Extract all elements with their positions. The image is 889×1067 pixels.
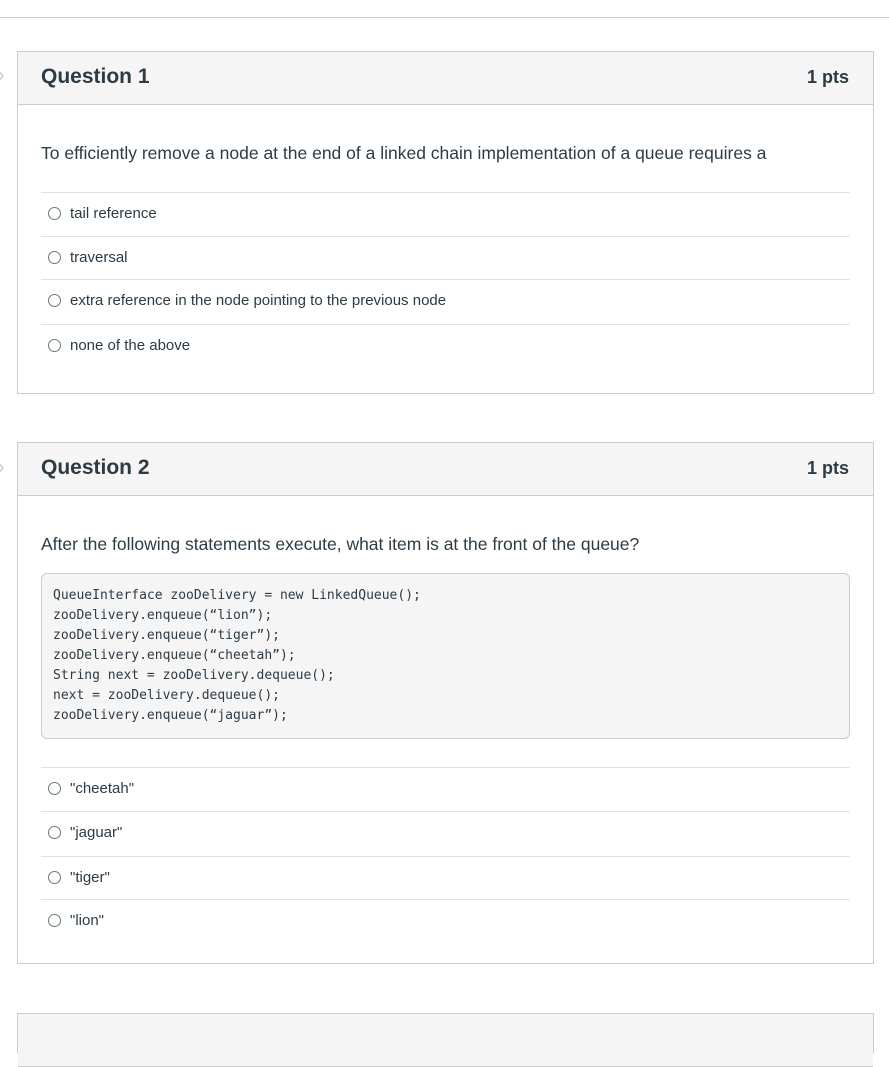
answer-option[interactable] <box>41 236 850 279</box>
answer-label: tail reference <box>70 205 157 222</box>
question-title: Question 2 <box>41 456 150 479</box>
answer-option[interactable] <box>41 856 850 899</box>
answer-label: "cheetah" <box>70 780 135 797</box>
radio-button[interactable] <box>48 294 61 307</box>
question-header <box>18 443 873 496</box>
top-divider <box>0 17 889 18</box>
code-line: zooDelivery.enqueue(“cheetah”); <box>53 648 296 663</box>
answer-label: none of the above <box>70 337 191 354</box>
answer-label: "tiger" <box>70 869 110 886</box>
answer-label: "lion" <box>70 912 104 929</box>
question-text: To efficiently remove a node at the end of a linked chain implementation of a queue requires a <box>41 143 767 163</box>
answer-option[interactable] <box>41 899 850 942</box>
code-line: zooDelivery.enqueue(“lion”); <box>53 608 273 623</box>
code-line: next = zooDelivery.dequeue(); <box>53 688 280 703</box>
radio-button[interactable] <box>48 914 61 927</box>
answer-option[interactable] <box>41 767 850 811</box>
radio-button[interactable] <box>48 826 61 839</box>
code-line: zooDelivery.enqueue(“tiger”); <box>53 628 280 643</box>
question-header <box>18 1014 873 1067</box>
answer-option[interactable] <box>41 192 850 236</box>
code-line: String next = zooDelivery.dequeue(); <box>53 668 335 683</box>
flag-question-icon[interactable] <box>0 458 6 478</box>
answer-label: traversal <box>70 249 128 266</box>
answer-list <box>41 767 850 942</box>
question-title: Question 1 <box>41 65 150 88</box>
radio-button[interactable] <box>48 339 61 352</box>
question-2 <box>17 442 874 964</box>
answer-list <box>41 192 850 367</box>
question-points: 1 pts <box>806 67 849 87</box>
radio-button[interactable] <box>48 207 61 220</box>
radio-button[interactable] <box>48 251 61 264</box>
answer-label: extra reference in the node pointing to the previous node <box>70 292 447 309</box>
question-text: After the following statements execute, what item is at the front of the queue? <box>41 534 640 554</box>
question-1 <box>17 51 874 394</box>
question-3 <box>17 1013 874 1053</box>
radio-button[interactable] <box>48 782 61 795</box>
answer-label: "jaguar" <box>70 824 123 841</box>
flag-question-icon[interactable] <box>0 66 6 86</box>
code-block <box>41 573 850 739</box>
radio-button[interactable] <box>48 871 61 884</box>
question-points: 1 pts <box>806 458 849 478</box>
answer-option[interactable] <box>41 279 850 324</box>
code-line: QueueInterface zooDelivery = new LinkedQueue(); <box>53 588 421 603</box>
answer-option[interactable] <box>41 811 850 856</box>
answer-option[interactable] <box>41 324 850 367</box>
code-line: zooDelivery.enqueue(“jaguar”); <box>53 708 288 723</box>
question-header <box>18 52 873 105</box>
